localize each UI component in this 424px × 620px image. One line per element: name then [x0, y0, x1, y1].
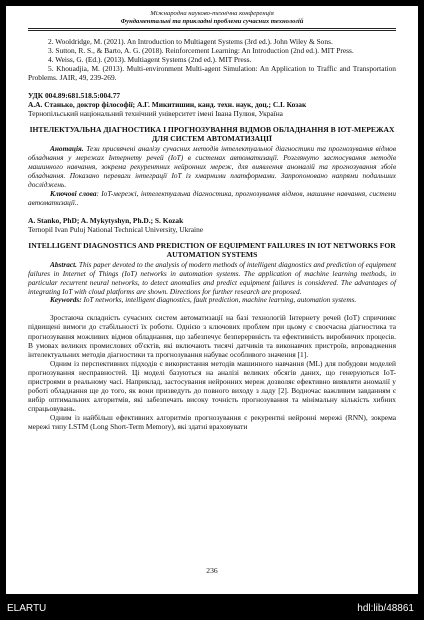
keywords-text-en: IoT networks, intelligent diagnostics, fault prediction, machine learning, automation systems. — [81, 295, 357, 305]
document-page — [6, 6, 418, 594]
conference-subtitle: Фундаментальні та прикладні проблеми сучасних технологій — [120, 18, 304, 25]
reference-item: 4. Weiss, G. (Ed.). (2013). Multiagent Systems (2nd ed.). MIT Press. — [48, 55, 252, 65]
abstract-uk — [28, 145, 396, 190]
authors-uk: А.А. Станько, доктор філософії; А.Г. Микитишин, канд. техн. наук, доц.; С.І. Козак — [28, 100, 307, 110]
keywords-en — [28, 296, 396, 305]
abstract-label-en: Abstract. — [50, 259, 77, 269]
keywords-label-en: Keywords: — [50, 295, 82, 305]
running-header — [28, 10, 396, 26]
authors-en: A. Stanko, PhD; A. Mykytyshyn, Ph.D.; S. Kozak — [28, 215, 184, 225]
udc-code: УДК 004.89:681.518.5:004.77 — [28, 91, 121, 101]
abstract-en — [28, 261, 396, 297]
title-en: INTELLIGENT DIAGNOSTICS AND PREDICTION OF EQUIPMENT FAILURES IN IOT NETWORKS FOR AUTOMATION SYSTEMS — [28, 240, 396, 259]
body-paragraph: Одним із найбільш ефективних алгоритмів прогнозування є рекурентні нейронні мережі (RNN), зокрема мережі типу LSTM (Long Short-Term Memory), які здатні враховувати — [28, 413, 396, 432]
abstract-text-uk: Тези присвячені аналізу сучасних методів інтелектуальної діагностики та прогнозування відмов обладнання у мережах Інтернету речей (IoT) в системах автоматизації. Розглянуто застосування методів машинного навчання, зокрема рекурентних нейронних мереж, для виявлення аномалій та прогнозування збоїв обладнання. Показано переваги інтеграції IoT із хмарними платформами. Запропоновано напрями подальших досліджень. — [28, 144, 396, 190]
reference-item: 5. Khouadjia, M. (2013). Multi-environment Multi-agent Simulation: An Application to Traffic and Transportation Problems. JAIR, 49, 239-269. — [28, 64, 396, 83]
abstract-label-uk: Анотація. — [50, 144, 84, 154]
reference-item: 3. Sutton, R. S., & Barto, A. G. (2018). Reinforcement Learning: An Introduction (2nd ed.). MIT Press. — [48, 46, 354, 56]
conference-name: Міжнародна науково-технічна конференція — [150, 10, 274, 17]
abstract-text-en: This paper devoted to the analysis of modern methods of intelligent diagnostics and prediction of equipment failures in Internet of Things (IoT) networks in automation systems. The application of machine learning methods, in particular recurrent neural networks, to detect anomalies and predict equipment failures is considered. The advantages of integrating IoT with cloud platforms are shown. Directions for further research are proposed. — [28, 259, 396, 296]
keywords-uk — [28, 190, 396, 208]
repository-label: ELARTU — [7, 603, 47, 614]
footer-bar — [0, 596, 424, 620]
keywords-text-uk: : IoT-мережі, інтелектуальна діагностика, прогнозування відмов, машинне навчання, системи автоматизації.. — [28, 189, 396, 207]
handle-identifier: hdl:lib/48861 — [357, 603, 414, 614]
affiliation-en: Ternopil Ivan Puluj National Technical University, Ukraine — [28, 224, 204, 234]
body-paragraph: Одним із перспективних підходів є використання методів машинного навчання (ML) для побудови моделей прогнозування несправностей. Ці моделі базуються на аналізі великих обсягів даних, що генеруються IoT-пристроями в реальному часі. Наприклад, застосування нейронних мереж дозволяє ефективно виявляти аномалії у роботі обладнання ще до того, як вони призведуть до повного виходу з ладу [2]. Водночас важливим завданням є вибір оптимальних алгоритмів, які забезпечать високу точність прогнозування та мінімальну кількість хибних спрацьовувань. — [28, 358, 396, 414]
body-paragraph: Зростаюча складність сучасних систем автоматизації на базі технологій Інтернету речей (IoT) спричиняє підвищені вимоги до стабільності їх роботи. Однією з ключових проблем при цьому є своєчасна діагностика та прогнозування можливих відмов обладнання, що забезпечує безперервність та ефективність виробничих процесів. В умовах великих промислових об'єктів, які включають тисячі датчиків та виконавчих пристроїв, впровадження інтелектуальних методів діагностики та прогнозування набуває особливого значення [1]. — [28, 313, 396, 359]
title-uk: ІНТЕЛЕКТУАЛЬНА ДІАГНОСТИКА І ПРОГНОЗУВАННЯ ВІДМОВ ОБЛАДНАННЯ В ІОТ-МЕРЕЖАХ ДЛЯ СИСТЕМ АВТОМАТИЗАЦІЇ — [29, 125, 395, 144]
header-rule-thin — [28, 30, 396, 31]
reference-item: 2. Wooldridge, M. (2021). An Introduction to Multiagent Systems (3rd ed.). John Wiley & Sons. — [48, 37, 333, 46]
affiliation-uk: Тернопільський національний технічний університет імені Івана Пулюя, Україна — [28, 109, 283, 119]
header-rule — [28, 28, 396, 29]
page-number: 236 — [206, 566, 218, 575]
keywords-label-uk: Ключові слова — [50, 189, 97, 198]
